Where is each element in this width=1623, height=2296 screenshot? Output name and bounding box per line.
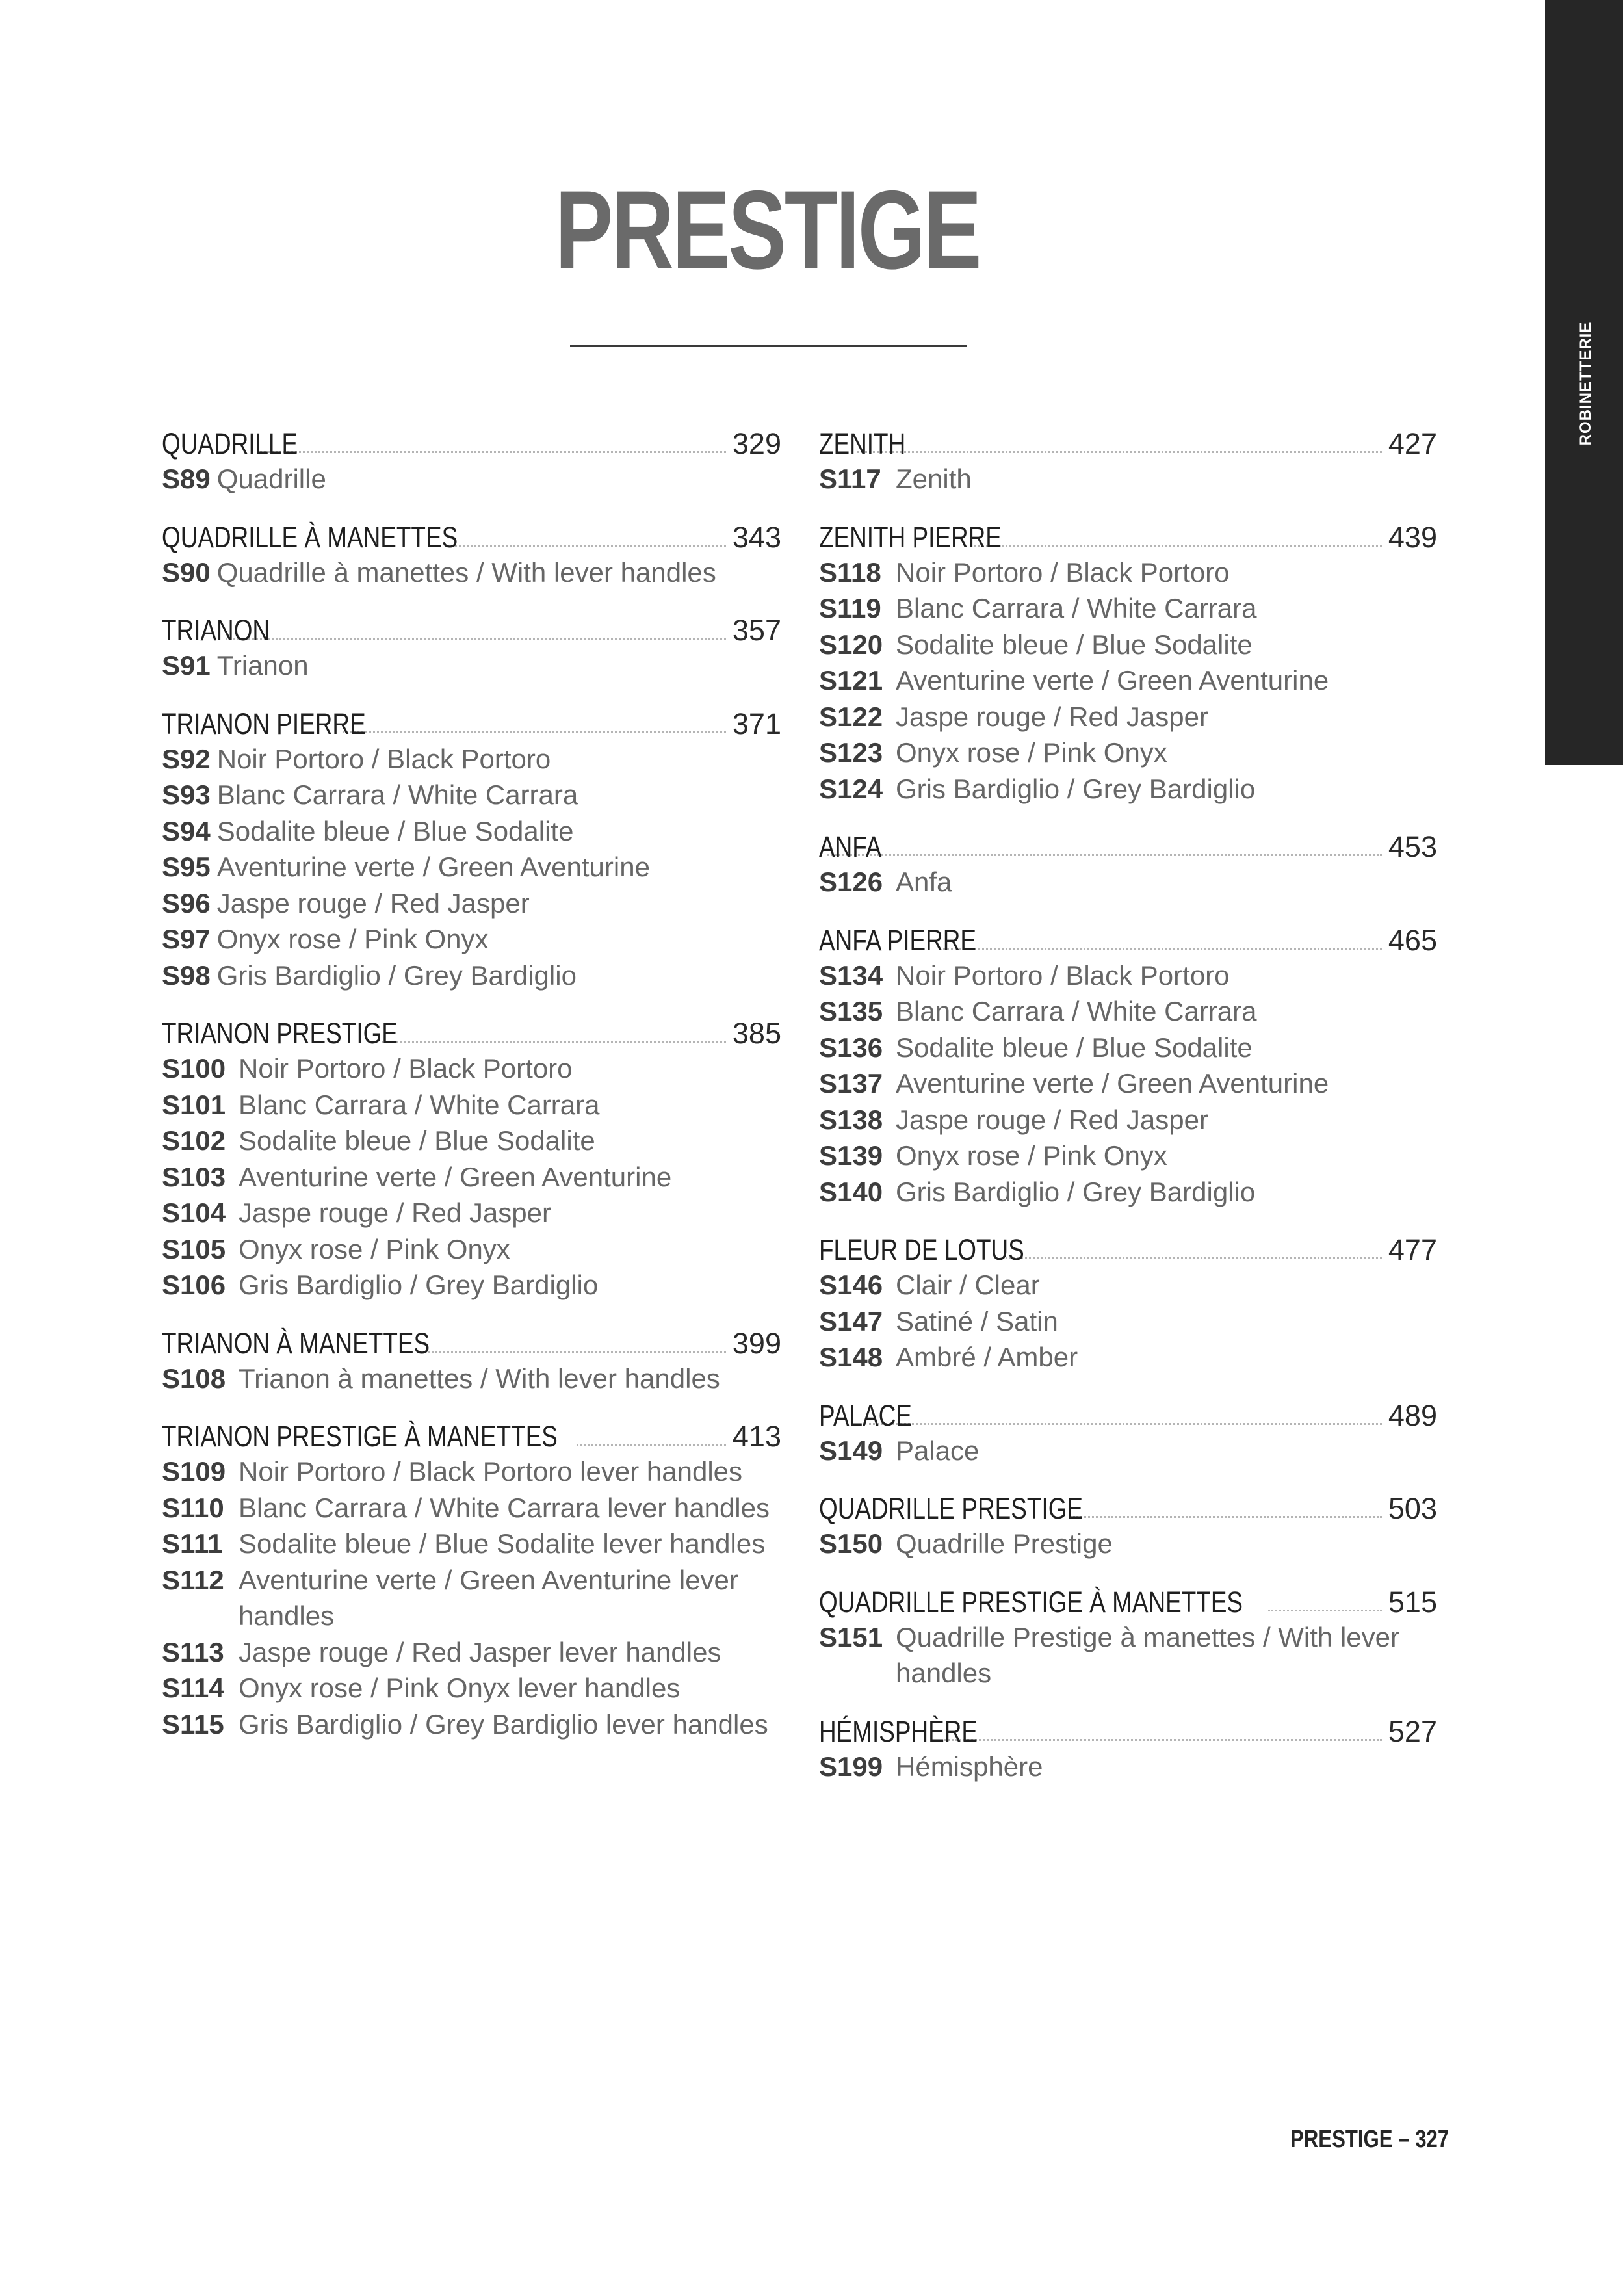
item-code: S111 [162, 1528, 223, 1559]
dot-leader [943, 948, 1382, 950]
item-label: Sodalite bleue / Blue Sodalite [896, 629, 1253, 660]
item-code: S91 [162, 650, 211, 681]
item-label: Sodalite bleue / Blue Sodalite [239, 1125, 595, 1156]
item-label: Gris Bardiglio / Grey Bardiglio [896, 1176, 1256, 1207]
dot-leader [944, 1739, 1381, 1741]
item-label: Blanc Carrara / White Carrara [216, 779, 578, 810]
toc-column-right [819, 419, 1437, 1800]
item-label: Quadrille à manettes / With lever handles [216, 556, 716, 588]
item-label: Satiné / Satin [896, 1305, 1058, 1337]
dot-leader [864, 1423, 1382, 1425]
toc-item [162, 1526, 781, 1562]
item-label: Noir Portoro / Black Portoro [239, 1053, 573, 1084]
toc-section [819, 1578, 1437, 1691]
toc-item [162, 1267, 781, 1303]
toc-item [162, 1706, 781, 1743]
section-page-number: 343 [732, 520, 781, 554]
section-title: ZENITH PIERRE [819, 520, 1002, 554]
toc-item [162, 1087, 781, 1123]
item-code: S135 [819, 996, 883, 1026]
item-code: S108 [162, 1363, 226, 1394]
item-label: Onyx rose / Pink Onyx lever handles [239, 1673, 681, 1703]
dot-leader [974, 545, 1381, 547]
item-code: S140 [819, 1176, 883, 1207]
item-code: S199 [819, 1751, 883, 1782]
dot-leader [226, 638, 726, 640]
item-code: S118 [819, 556, 881, 588]
section-page-number: 439 [1388, 520, 1437, 554]
toc-section-heading[interactable] [162, 513, 781, 554]
toc-item [819, 627, 1437, 663]
item-code: S101 [162, 1089, 226, 1120]
section-title: FLEUR DE LOTUS [819, 1233, 1024, 1266]
item-code: S97 [162, 924, 211, 954]
item-label: Jaspe rouge / Red Jasper [896, 701, 1208, 732]
dot-leader [827, 854, 1381, 856]
toc-item [162, 1050, 781, 1087]
toc-item [819, 1749, 1437, 1785]
item-code: S104 [162, 1197, 226, 1228]
section-title: TRIANON PIERRE [162, 707, 366, 740]
item-label: Aventurine verte / Green Aventurine [896, 665, 1329, 696]
section-title: ANFA PIERRE [819, 923, 976, 957]
toc-item [162, 885, 781, 922]
item-label: Onyx rose / Pink Onyx [239, 1233, 510, 1264]
item-code: S115 [162, 1708, 224, 1740]
toc-section-heading[interactable] [819, 822, 1437, 864]
section-title: QUADRILLE [162, 427, 298, 460]
toc-section-heading[interactable] [819, 916, 1437, 958]
item-label: Sodalite bleue / Blue Sodalite [216, 815, 574, 846]
toc-item [162, 1634, 781, 1671]
item-code: S106 [162, 1270, 226, 1300]
dot-leader [455, 545, 726, 547]
toc-section [162, 1009, 781, 1303]
item-code: S89 [162, 463, 211, 494]
item-code: S98 [162, 959, 211, 991]
toc-item [162, 741, 781, 777]
item-label: Gris Bardiglio / Grey Bardiglio [216, 959, 577, 991]
section-page-number: 413 [732, 1420, 781, 1453]
section-title: TRIANON PRESTIGE À MANETTES [162, 1420, 558, 1453]
item-label: Gris Bardiglio / Grey Bardiglio [896, 773, 1256, 804]
toc-section [162, 419, 781, 497]
item-label: Blanc Carrara / White Carrara [896, 593, 1257, 623]
item-code: S124 [819, 773, 883, 804]
item-label: Jaspe rouge / Red Jasper lever handles [239, 1636, 721, 1667]
section-page-number: 527 [1388, 1714, 1437, 1748]
item-label: Noir Portoro / Black Portoro [896, 959, 1230, 991]
toc-item [819, 864, 1437, 900]
toc-item [819, 1174, 1437, 1210]
item-code: S146 [819, 1270, 883, 1300]
toc-section [819, 513, 1437, 807]
dot-leader [577, 1444, 726, 1446]
toc-item [819, 958, 1437, 994]
item-label: Aventurine verte / Green Aventurine [239, 1161, 672, 1192]
item-label: Blanc Carrara / White Carrara [896, 996, 1257, 1026]
dot-leader [857, 451, 1382, 453]
item-label: Hémisphère [896, 1751, 1043, 1782]
item-code: S136 [819, 1032, 883, 1063]
toc-section [819, 916, 1437, 1210]
toc-item [162, 1123, 781, 1159]
item-code: S100 [162, 1053, 226, 1084]
section-title: TRIANON [162, 614, 270, 647]
item-code: S134 [819, 959, 883, 991]
section-page-number: 453 [1388, 830, 1437, 863]
item-label: Blanc Carrara / White Carrara [239, 1089, 600, 1120]
item-code: S110 [162, 1492, 224, 1523]
section-title: TRIANON À MANETTES [162, 1326, 430, 1360]
toc-section-heading[interactable] [819, 513, 1437, 554]
toc-item [162, 958, 781, 994]
toc-item [162, 921, 781, 958]
dot-leader [343, 731, 726, 733]
item-label: Noir Portoro / Black Portoro lever handles [239, 1456, 743, 1487]
toc-section-heading[interactable] [162, 1412, 781, 1454]
item-code: S92 [162, 743, 211, 774]
section-title: QUADRILLE PRESTIGE À MANETTES [819, 1585, 1243, 1619]
item-label: Sodalite bleue / Blue Sodalite [896, 1032, 1253, 1063]
item-code: S122 [819, 701, 883, 732]
item-code: S113 [162, 1636, 224, 1667]
dot-leader [421, 1351, 726, 1353]
toc-item [162, 849, 781, 885]
toc-item [162, 813, 781, 850]
item-label: Ambré / Amber [896, 1342, 1078, 1372]
item-label: Palace [896, 1435, 980, 1466]
toc-item [819, 1619, 1437, 1691]
item-label: Onyx rose / Pink Onyx [896, 1140, 1167, 1171]
item-label: Quadrille Prestige à manettes / With lever handles [896, 1621, 1399, 1688]
item-label: Jaspe rouge / Red Jasper [239, 1197, 551, 1228]
item-code: S95 [162, 852, 211, 882]
item-label: Clair / Clear [896, 1270, 1040, 1300]
section-page-number: 357 [732, 614, 781, 647]
toc-section-heading[interactable] [819, 1578, 1437, 1619]
toc-item [162, 647, 781, 684]
item-code: S105 [162, 1233, 226, 1264]
section-page-number: 465 [1388, 923, 1437, 957]
toc-section [819, 1391, 1437, 1469]
toc-section [819, 1707, 1437, 1785]
item-code: S120 [819, 629, 883, 660]
item-code: S123 [819, 737, 883, 768]
section-page-number: 371 [732, 707, 781, 740]
section-page-number: 515 [1388, 1585, 1437, 1619]
item-code: S126 [819, 867, 883, 897]
toc-section [162, 1319, 781, 1397]
toc-section [819, 822, 1437, 900]
section-page-number: 489 [1388, 1398, 1437, 1432]
toc-item [819, 735, 1437, 771]
item-label: Gris Bardiglio / Grey Bardiglio lever handles [239, 1708, 768, 1740]
section-page-number: 399 [732, 1326, 781, 1360]
section-page-number: 477 [1388, 1233, 1437, 1266]
toc-item [819, 1339, 1437, 1376]
toc-section-heading[interactable] [819, 419, 1437, 461]
toc-item [819, 771, 1437, 807]
title-divider [570, 345, 967, 347]
toc-item [162, 461, 781, 497]
item-label: Aventurine verte / Green Aventurine [896, 1068, 1329, 1099]
toc-section [819, 419, 1437, 497]
toc-item [819, 1433, 1437, 1469]
toc-item [819, 699, 1437, 735]
item-label: Anfa [896, 867, 952, 897]
toc-section [162, 606, 781, 684]
dot-leader [1073, 1516, 1382, 1518]
toc-item [162, 1195, 781, 1231]
item-code: S148 [819, 1342, 883, 1372]
toc-item [819, 590, 1437, 627]
toc-item [819, 1267, 1437, 1303]
item-code: S94 [162, 815, 211, 846]
page-title: PRESTIGE [554, 168, 980, 293]
item-code: S112 [162, 1564, 224, 1595]
item-label: Jaspe rouge / Red Jasper [896, 1104, 1208, 1135]
toc-item [819, 1102, 1437, 1138]
item-label: Aventurine verte / Green Aventurine [216, 852, 650, 882]
toc-item [819, 1526, 1437, 1562]
item-code: S137 [819, 1068, 883, 1099]
section-title: QUADRILLE À MANETTES [162, 520, 458, 554]
side-tab-label: ROBINETTERIE [1577, 321, 1594, 446]
item-label: Quadrille Prestige [896, 1528, 1113, 1559]
item-code: S102 [162, 1125, 226, 1156]
toc-item [162, 1454, 781, 1490]
section-title: PALACE [819, 1398, 912, 1432]
toc-item [819, 461, 1437, 497]
toc-section-heading[interactable] [819, 1484, 1437, 1526]
toc-item [819, 1065, 1437, 1102]
section-title: TRIANON PRESTIGE [162, 1017, 398, 1050]
item-label: Sodalite bleue / Blue Sodalite lever handles [239, 1528, 766, 1559]
toc-item [819, 993, 1437, 1030]
toc-section [819, 1225, 1437, 1376]
toc-section-heading[interactable] [162, 419, 781, 461]
toc-item [819, 554, 1437, 591]
toc-item [162, 1231, 781, 1268]
item-code: S117 [819, 463, 881, 494]
item-label: Aventurine verte / Green Aventurine lever handles [239, 1564, 738, 1631]
toc-section-heading[interactable] [819, 1391, 1437, 1433]
section-title: ZENITH [819, 427, 906, 460]
toc-item [162, 777, 781, 813]
item-label: Noir Portoro / Black Portoro [216, 743, 551, 774]
toc-item [162, 1490, 781, 1526]
toc-section-heading[interactable] [819, 1225, 1437, 1267]
toc-item [819, 1303, 1437, 1340]
item-code: S139 [819, 1140, 883, 1171]
dot-leader [260, 451, 726, 453]
item-label: Blanc Carrara / White Carrara lever handles [239, 1492, 770, 1523]
item-label: Trianon à manettes / With lever handles [239, 1363, 720, 1394]
dot-leader [1002, 1257, 1382, 1259]
item-code: S114 [162, 1673, 224, 1703]
item-code: S149 [819, 1435, 883, 1466]
toc-section-heading[interactable] [819, 1707, 1437, 1749]
item-code: S103 [162, 1161, 226, 1192]
section-page-number: 385 [732, 1017, 781, 1050]
toc-item [162, 1361, 781, 1397]
toc-item [819, 1030, 1437, 1066]
item-code: S93 [162, 779, 211, 810]
toc-section-heading[interactable] [162, 1009, 781, 1050]
dot-leader [1268, 1610, 1382, 1611]
item-code: S151 [819, 1621, 883, 1652]
item-code: S96 [162, 887, 211, 919]
item-code: S90 [162, 556, 211, 588]
toc-item [162, 554, 781, 591]
item-code: S109 [162, 1456, 226, 1487]
item-code: S121 [819, 665, 883, 696]
toc-section-heading[interactable] [162, 1319, 781, 1361]
page-footer: PRESTIGE – 327 [1290, 2126, 1449, 2153]
item-code: S150 [819, 1528, 883, 1559]
toc-item [162, 1159, 781, 1195]
toc-section [819, 1484, 1437, 1562]
item-code: S147 [819, 1305, 883, 1337]
toc-section [162, 699, 781, 994]
section-page-number: 503 [1388, 1492, 1437, 1525]
item-label: Trianon [216, 650, 309, 681]
item-label: Quadrille [216, 463, 326, 494]
item-label: Onyx rose / Pink Onyx [216, 924, 489, 954]
toc-item [162, 1670, 781, 1706]
section-page-number: 427 [1388, 427, 1437, 460]
item-label: Gris Bardiglio / Grey Bardiglio [239, 1270, 599, 1300]
item-label: Onyx rose / Pink Onyx [896, 737, 1167, 768]
toc-section-heading[interactable] [162, 606, 781, 647]
toc-column-left [162, 419, 781, 1758]
item-label: Jaspe rouge / Red Jasper [216, 887, 530, 919]
toc-item [819, 662, 1437, 699]
section-title: HÉMISPHÈRE [819, 1714, 978, 1748]
toc-section-heading[interactable] [162, 699, 781, 741]
item-label: Noir Portoro / Black Portoro [896, 556, 1230, 588]
section-title: QUADRILLE PRESTIGE [819, 1492, 1084, 1525]
toc-section [162, 1412, 781, 1742]
section-page-number: 329 [732, 427, 781, 460]
toc-section [162, 513, 781, 591]
dot-leader [382, 1041, 726, 1043]
toc-item [819, 1138, 1437, 1174]
item-label: Zenith [896, 463, 972, 494]
item-code: S119 [819, 593, 881, 623]
toc-item [162, 1562, 781, 1634]
item-code: S138 [819, 1104, 883, 1135]
section-title: ANFA [819, 830, 882, 863]
